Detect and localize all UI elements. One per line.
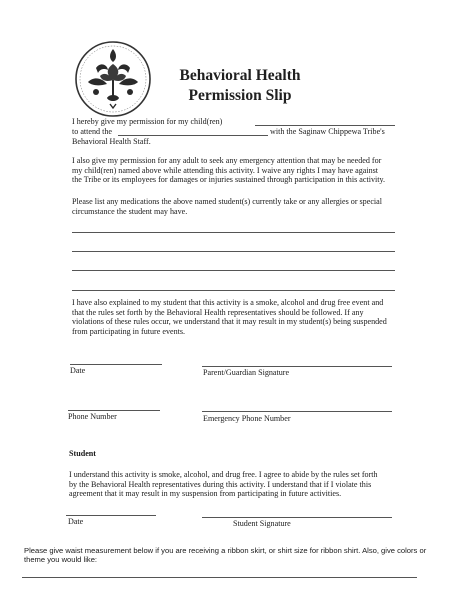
parent-date-label: Date: [70, 366, 86, 375]
title-line-1: Behavioral Health: [179, 67, 301, 84]
child-name-field[interactable]: [255, 125, 395, 126]
emergency-line-1: I also give my permission for any adult to seek any emergency attention that may be needed for: [72, 156, 382, 165]
rules-paragraph: [72, 298, 407, 336]
student-signature-field[interactable]: [202, 517, 392, 518]
ribbon-details-field[interactable]: [22, 577, 417, 578]
medications-field-line-4[interactable]: [72, 290, 395, 291]
medications-field-line-3[interactable]: [72, 270, 395, 271]
consent-line-2-end: with the Saginaw Chippewa Tribe's: [270, 127, 385, 136]
phone-number-label: Phone Number: [68, 412, 117, 421]
medications-field-line-2[interactable]: [72, 251, 395, 252]
emergency-line-3: the Tribe or its employees for damages or injuries sustained through participation in this activity.: [72, 175, 386, 185]
parent-date-field[interactable]: [70, 364, 162, 365]
emergency-line-2: my child(ren) named above while attending this activity. I waive any rights I may have against: [72, 165, 379, 175]
rules-line-3: violations of these rules occur, we understand that it may result in my student(s) being suspended: [72, 317, 387, 327]
student-date-label: Date: [68, 517, 84, 526]
student-heading: Student: [69, 449, 96, 458]
student-date-field[interactable]: [66, 515, 156, 516]
rules-line-1: I have also explained to my student that this activity is a smoke, alcohol and drug free event and: [72, 298, 384, 307]
ribbon-instructions-line-1: Please give waist measurement below if you are receiving a ribbon skirt, or shirt size for ribbon shirt. Also, give colors or: [24, 546, 427, 555]
title-line-2: Permission Slip: [188, 87, 292, 104]
rules-line-2: that the rules set forth by the Behavioral Health representatives should be followed. If any: [72, 307, 364, 317]
student-line-3: agreement that it may result in my suspension from participating in future activities.: [69, 489, 342, 499]
medications-line-1: Please list any medications the above named student(s) currently take or any allergies or special: [72, 197, 383, 206]
ribbon-instructions: [24, 546, 454, 564]
student-line-2: by the Behavioral Health representatives during this activity. I understand that if I violate this: [69, 479, 372, 489]
medications-paragraph: [72, 197, 402, 216]
emergency-phone-field[interactable]: [202, 411, 392, 412]
student-signature-label: Student Signature: [233, 519, 291, 528]
page-title: [160, 66, 320, 106]
activity-name-field[interactable]: [118, 135, 268, 136]
consent-line-3: Behavioral Health Staff.: [72, 137, 151, 146]
phone-number-field[interactable]: [68, 410, 160, 411]
tribe-seal-logo: [74, 40, 152, 118]
ribbon-instructions-line-2: theme you would like:: [24, 555, 98, 565]
student-paragraph: [69, 470, 404, 499]
medications-line-2: circumstance the student may have.: [72, 206, 188, 216]
rules-line-4: from participating in future events.: [72, 326, 186, 336]
emergency-paragraph: [72, 156, 402, 185]
emergency-phone-label: Emergency Phone Number: [203, 414, 291, 423]
parent-signature-label: Parent/Guardian Signature: [203, 368, 290, 377]
parent-signature-field[interactable]: [202, 366, 392, 367]
medications-field-line-1[interactable]: [72, 232, 395, 233]
student-line-1: I understand this activity is smoke, alcohol, and drug free. I agree to abide by the rules set forth: [69, 470, 378, 479]
consent-line-2-start: to attend the: [72, 127, 113, 136]
consent-line-1: I hereby give my permission for my child(ren): [72, 117, 223, 126]
